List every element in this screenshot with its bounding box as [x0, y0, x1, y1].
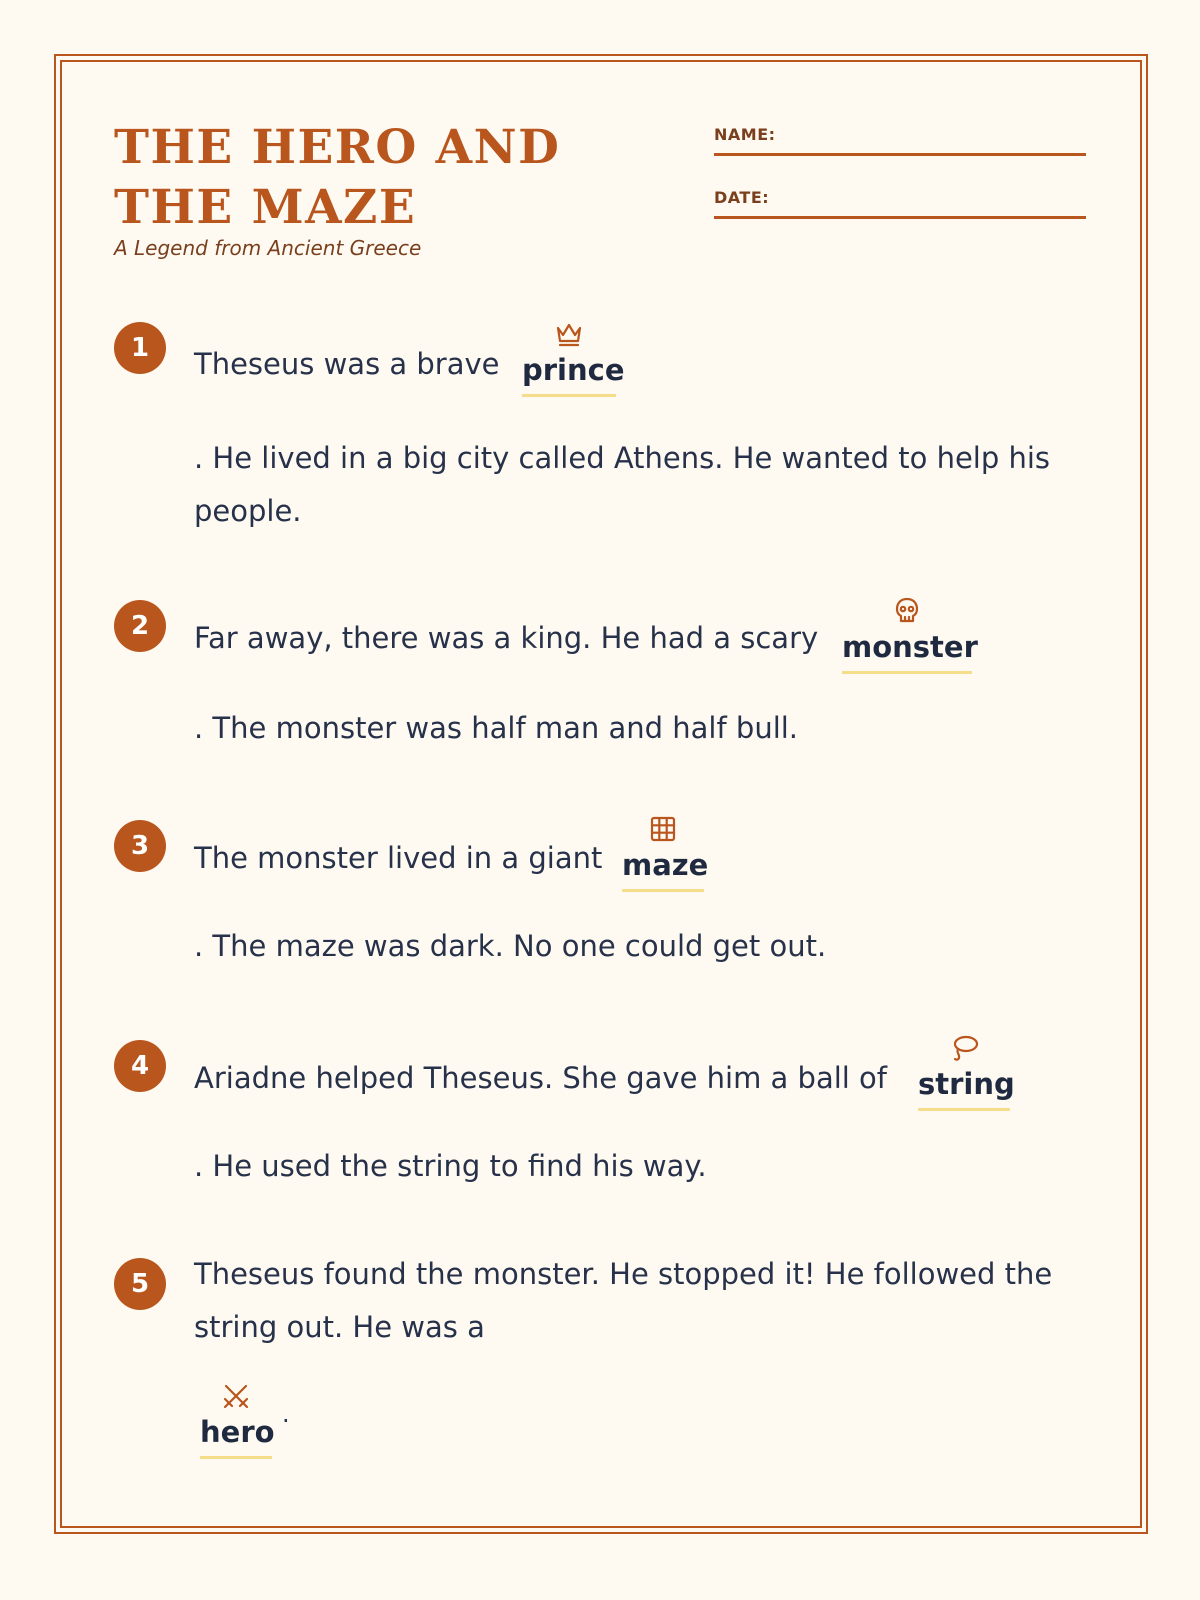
- item-1-text-before: Theseus was a brave: [194, 347, 500, 381]
- item-5-text-before-2: string out. He was a: [194, 1310, 485, 1344]
- item-number-3: 3: [114, 820, 166, 872]
- name-field[interactable]: [714, 125, 1086, 144]
- item-5-text-before: Theseus found the monster. He stopped it! He followed the: [194, 1257, 1053, 1291]
- item-2-text-before: Far away, there was a king. He had a scary: [194, 621, 819, 655]
- name-line: [714, 153, 1086, 156]
- grid-icon: [647, 813, 679, 845]
- item-number-1: 1: [114, 322, 166, 374]
- date-line: [714, 216, 1086, 219]
- crossed-swords-icon: [220, 1380, 252, 1412]
- answer-word-2: monster: [842, 630, 978, 664]
- date-field[interactable]: [714, 188, 1086, 207]
- answer-underline-5: [200, 1456, 272, 1459]
- item-4-text-after: . He used the string to find his way.: [194, 1149, 707, 1183]
- item-4-text-before: Ariadne helped Theseus. She gave him a ball of: [194, 1061, 888, 1095]
- answer-blank-5[interactable]: [200, 1380, 275, 1459]
- answer-blank-1[interactable]: [522, 318, 625, 397]
- item-number-5: 5: [114, 1258, 166, 1310]
- crown-icon: [553, 318, 585, 350]
- worksheet-subtitle: A Legend from Ancient Greece: [114, 236, 422, 260]
- answer-blank-2[interactable]: [842, 595, 978, 674]
- item-2-text-after: . The monster was half man and half bull.: [194, 711, 799, 745]
- answer-underline-1: [522, 394, 616, 397]
- date-label: DATE:: [714, 188, 770, 207]
- answer-word-4: string: [918, 1067, 1015, 1101]
- item-number-2: 2: [114, 600, 166, 652]
- item-number-4: 4: [114, 1040, 166, 1092]
- item-5-text-after: .: [282, 1400, 290, 1428]
- answer-blank-4[interactable]: [918, 1032, 1015, 1111]
- answer-underline-3: [622, 889, 704, 892]
- skull-icon: [891, 595, 923, 627]
- answer-word-1: prince: [522, 353, 625, 387]
- answer-word-3: maze: [622, 848, 709, 882]
- name-label: NAME:: [714, 125, 776, 144]
- answer-underline-4: [918, 1108, 1010, 1111]
- item-1-text-after: . He lived in a big city called Athens. He wanted to help his: [194, 441, 1051, 475]
- item-3-text-after: . The maze was dark. No one could get out.: [194, 929, 827, 963]
- lasso-icon: [948, 1032, 980, 1064]
- worksheet-title: THE HERO AND THE MAZE: [114, 120, 561, 235]
- answer-blank-3[interactable]: [622, 813, 709, 892]
- answer-underline-2: [842, 671, 972, 674]
- item-1-text-after-2: people.: [194, 494, 302, 528]
- item-3-text-before: The monster lived in a giant: [194, 841, 603, 875]
- answer-word-5: hero: [200, 1415, 275, 1449]
